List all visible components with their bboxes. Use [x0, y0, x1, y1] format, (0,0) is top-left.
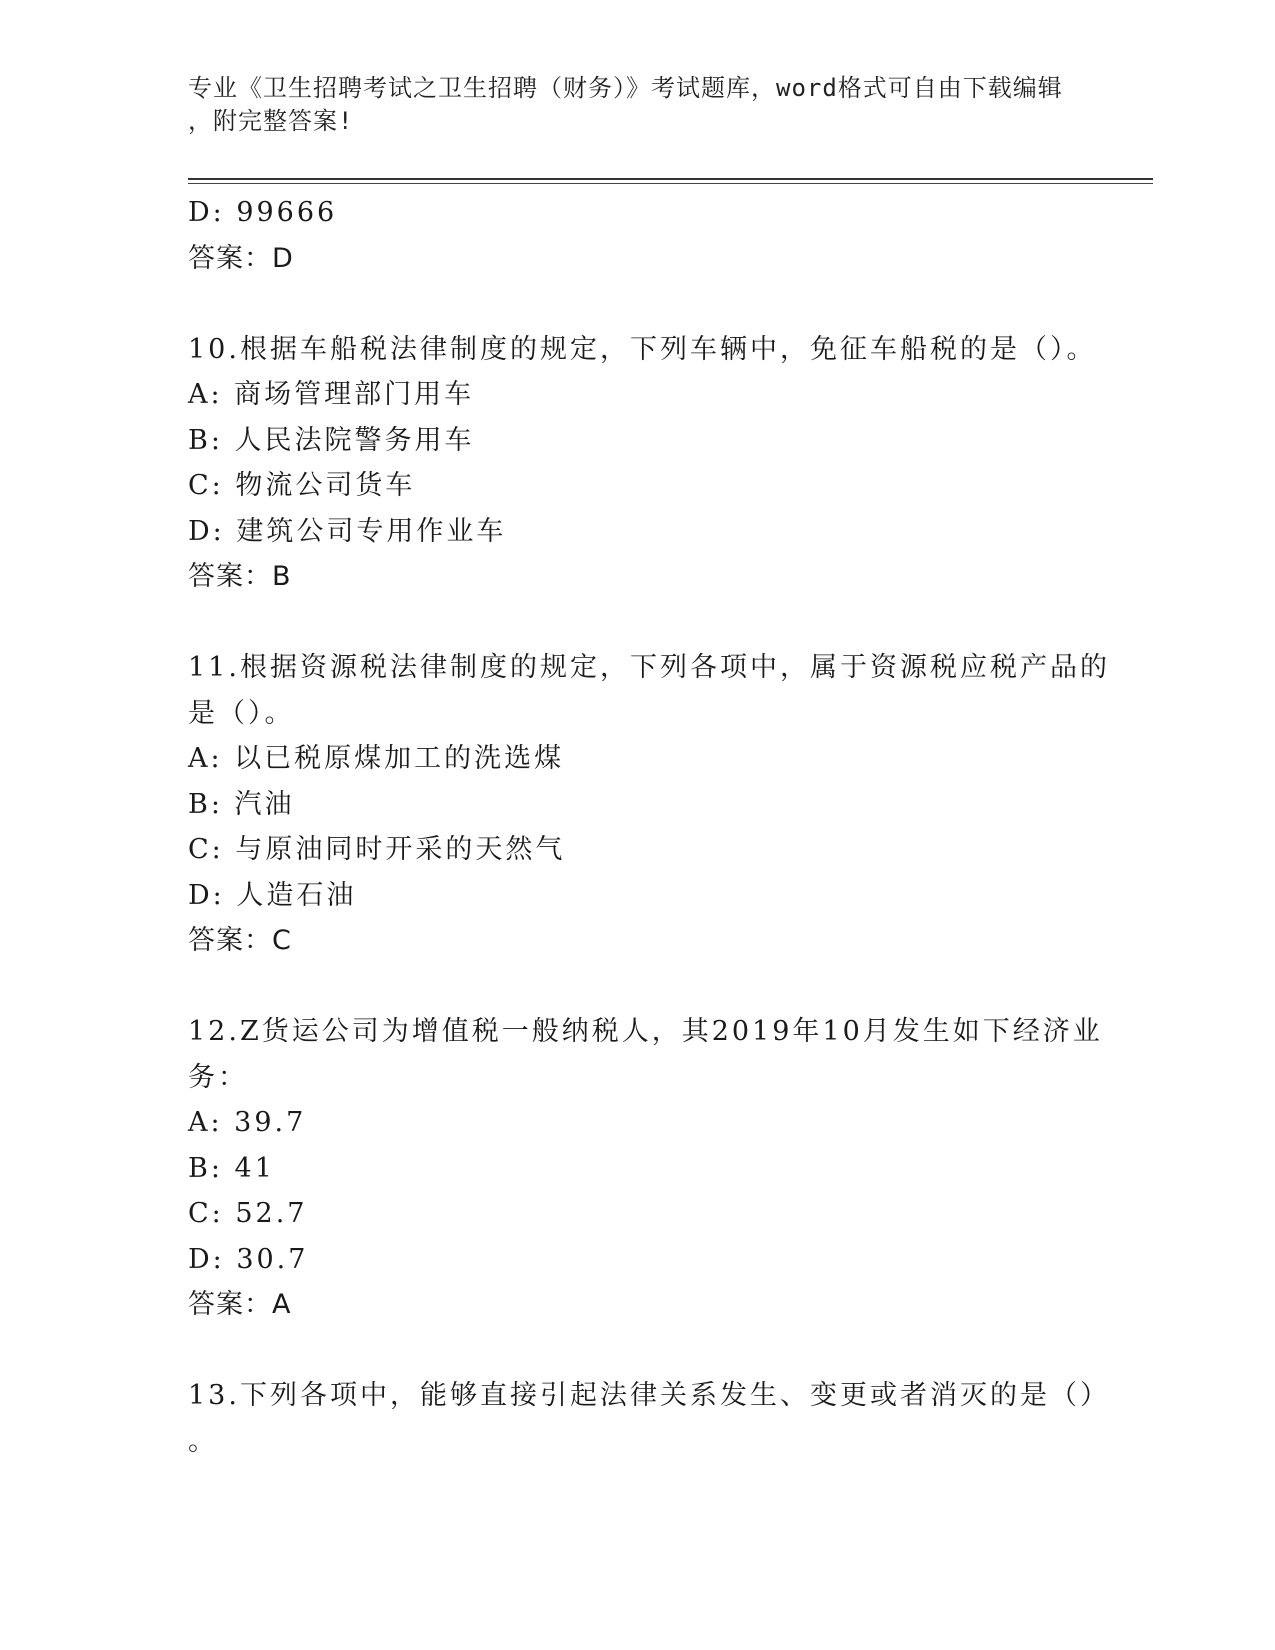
option-b: B: 汽油 — [188, 788, 295, 820]
option-c: C: 与原油同时开采的天然气 — [188, 834, 566, 865]
option-d: D: 建筑公司专用作业车 — [188, 515, 507, 547]
option-a: A: 以已税原煤加工的洗选煤 — [188, 743, 565, 774]
question-11 — [188, 645, 1108, 964]
option-c: C: 52.7 — [188, 1198, 308, 1229]
option-a: A: 39.7 — [188, 1107, 307, 1138]
question-10 — [188, 327, 1108, 600]
option-b: B: 人民法院警务用车 — [188, 424, 475, 456]
answer-line: 答案：C — [188, 925, 292, 956]
spacer — [188, 964, 1108, 1010]
answer-line: 答案：B — [188, 561, 292, 592]
question-text: 12.Z货运公司为增值税一般纳税人，其2019年10月发生如下经济业 — [188, 1016, 1103, 1047]
header-title-line-2: ，附完整答案! — [188, 107, 354, 135]
spacer — [188, 281, 1108, 327]
header-divider-thick — [188, 178, 1153, 180]
previous-question-tail — [188, 190, 1108, 281]
question-text: 13.下列各项中，能够直接引起法律关系发生、变更或者消灭的是（） — [188, 1380, 1110, 1411]
question-13 — [188, 1373, 1108, 1464]
question-text-continued: 是（）。 — [188, 697, 295, 729]
header-title-line-1: 专业《卫生招聘考试之卫生招聘（财务）》考试题库，word格式可自由下载编辑 — [188, 74, 1063, 102]
answer-line: 答案：A — [188, 1289, 292, 1320]
question-text: 10.根据车船税法律制度的规定，下列车辆中，免征车船税的是（）。 — [188, 333, 1097, 365]
document-header — [188, 72, 1088, 138]
option-d: D: 30.7 — [188, 1243, 309, 1275]
answer-line: 答案：D — [188, 242, 294, 274]
question-12 — [188, 1009, 1108, 1328]
option-c: C: 物流公司货车 — [188, 470, 416, 501]
option-b: B: 41 — [188, 1152, 275, 1184]
option-d: D: 99666 — [188, 197, 338, 228]
question-text: 11.根据资源税法律制度的规定，下列各项中，属于资源税应税产品的 — [188, 652, 1110, 683]
spacer — [188, 600, 1108, 646]
question-text-continued: 务： — [188, 1061, 248, 1093]
option-d: D: 人造石油 — [188, 879, 357, 911]
document-content — [188, 190, 1108, 1464]
option-a: A: 商场管理部门用车 — [188, 379, 475, 410]
spacer — [188, 1328, 1108, 1374]
header-divider-thin — [188, 183, 1153, 184]
question-text-continued: 。 — [188, 1425, 218, 1457]
